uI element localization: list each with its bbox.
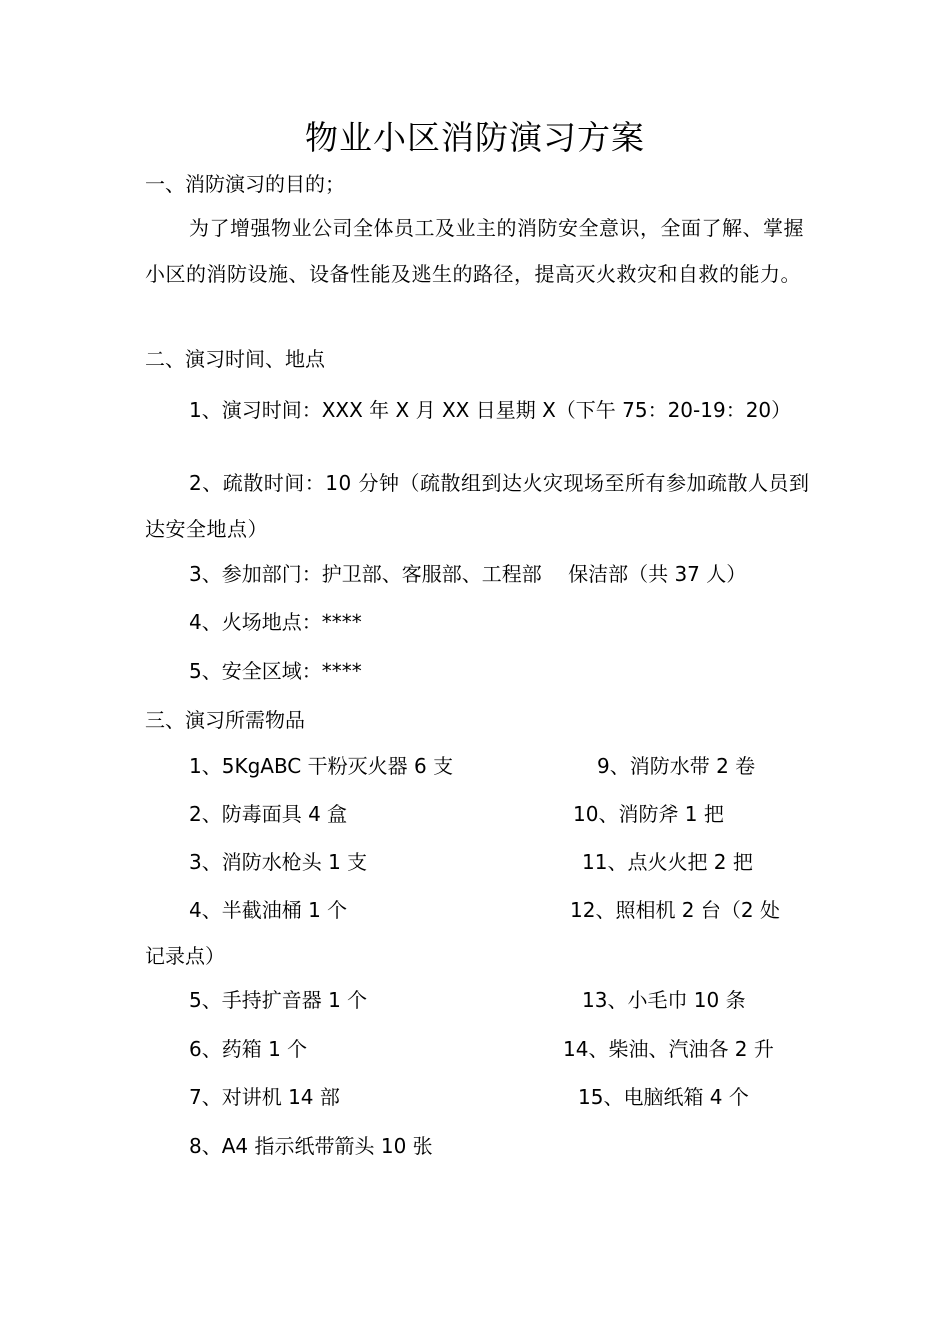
list-item: 1、5KgABC 干粉灭火器 6 支	[189, 754, 454, 778]
list-item: 7、对讲机 14 部	[189, 1085, 340, 1109]
list-item: 5、手持扩音器 1 个	[189, 988, 368, 1012]
list-item-continuation: 记录点）	[145, 944, 225, 968]
list-item: 8、A4 指示纸带箭头 10 张	[189, 1134, 433, 1158]
section-heading-supplies: 三、演习所需物品	[145, 708, 305, 732]
list-item: 15、电脑纸箱 4 个	[578, 1085, 749, 1109]
list-item: 9、消防水带 2 卷	[597, 754, 756, 778]
list-item: 12、照相机 2 台（2 处	[570, 898, 780, 922]
list-item: 2、防毒面具 4 盒	[189, 802, 348, 826]
list-item: 3、消防水枪头 1 支	[189, 850, 368, 874]
list-item: 4、半截油桶 1 个	[189, 898, 348, 922]
list-item-evacuation-time: 2、疏散时间：10 分钟（疏散组到达火灾现场至所有参加疏散人员到达安全地点）	[145, 471, 810, 541]
list-item-drill-time: 1、演习时间：XXX 年 X 月 XX 日星期 X（下午 75：20-19：20）	[189, 398, 792, 422]
purpose-paragraph: 为了增强物业公司全体员工及业主的消防安全意识，全面了解、掌握小区的消防设施、设备性能及逃生的路径，提高灭火救灾和自救的能力。	[145, 216, 804, 286]
list-item-safe-zone: 5、安全区域：****	[189, 659, 362, 683]
list-item-fire-location: 4、火场地点：****	[189, 610, 362, 634]
section-heading-time-place: 二、演习时间、地点	[145, 347, 325, 371]
list-item: 10、消防斧 1 把	[573, 802, 724, 826]
list-item: 13、小毛巾 10 条	[582, 988, 746, 1012]
list-item: 6、药箱 1 个	[189, 1037, 308, 1061]
section-heading-purpose: 一、消防演习的目的；	[145, 172, 345, 196]
list-item: 11、点火火把 2 把	[582, 850, 753, 874]
list-item-departments: 3、参加部门：护卫部、客服部、工程部 保洁部（共 37 人）	[189, 562, 747, 586]
document-title: 物业小区消防演习方案	[305, 118, 645, 157]
list-item: 14、柴油、汽油各 2 升	[563, 1037, 774, 1061]
